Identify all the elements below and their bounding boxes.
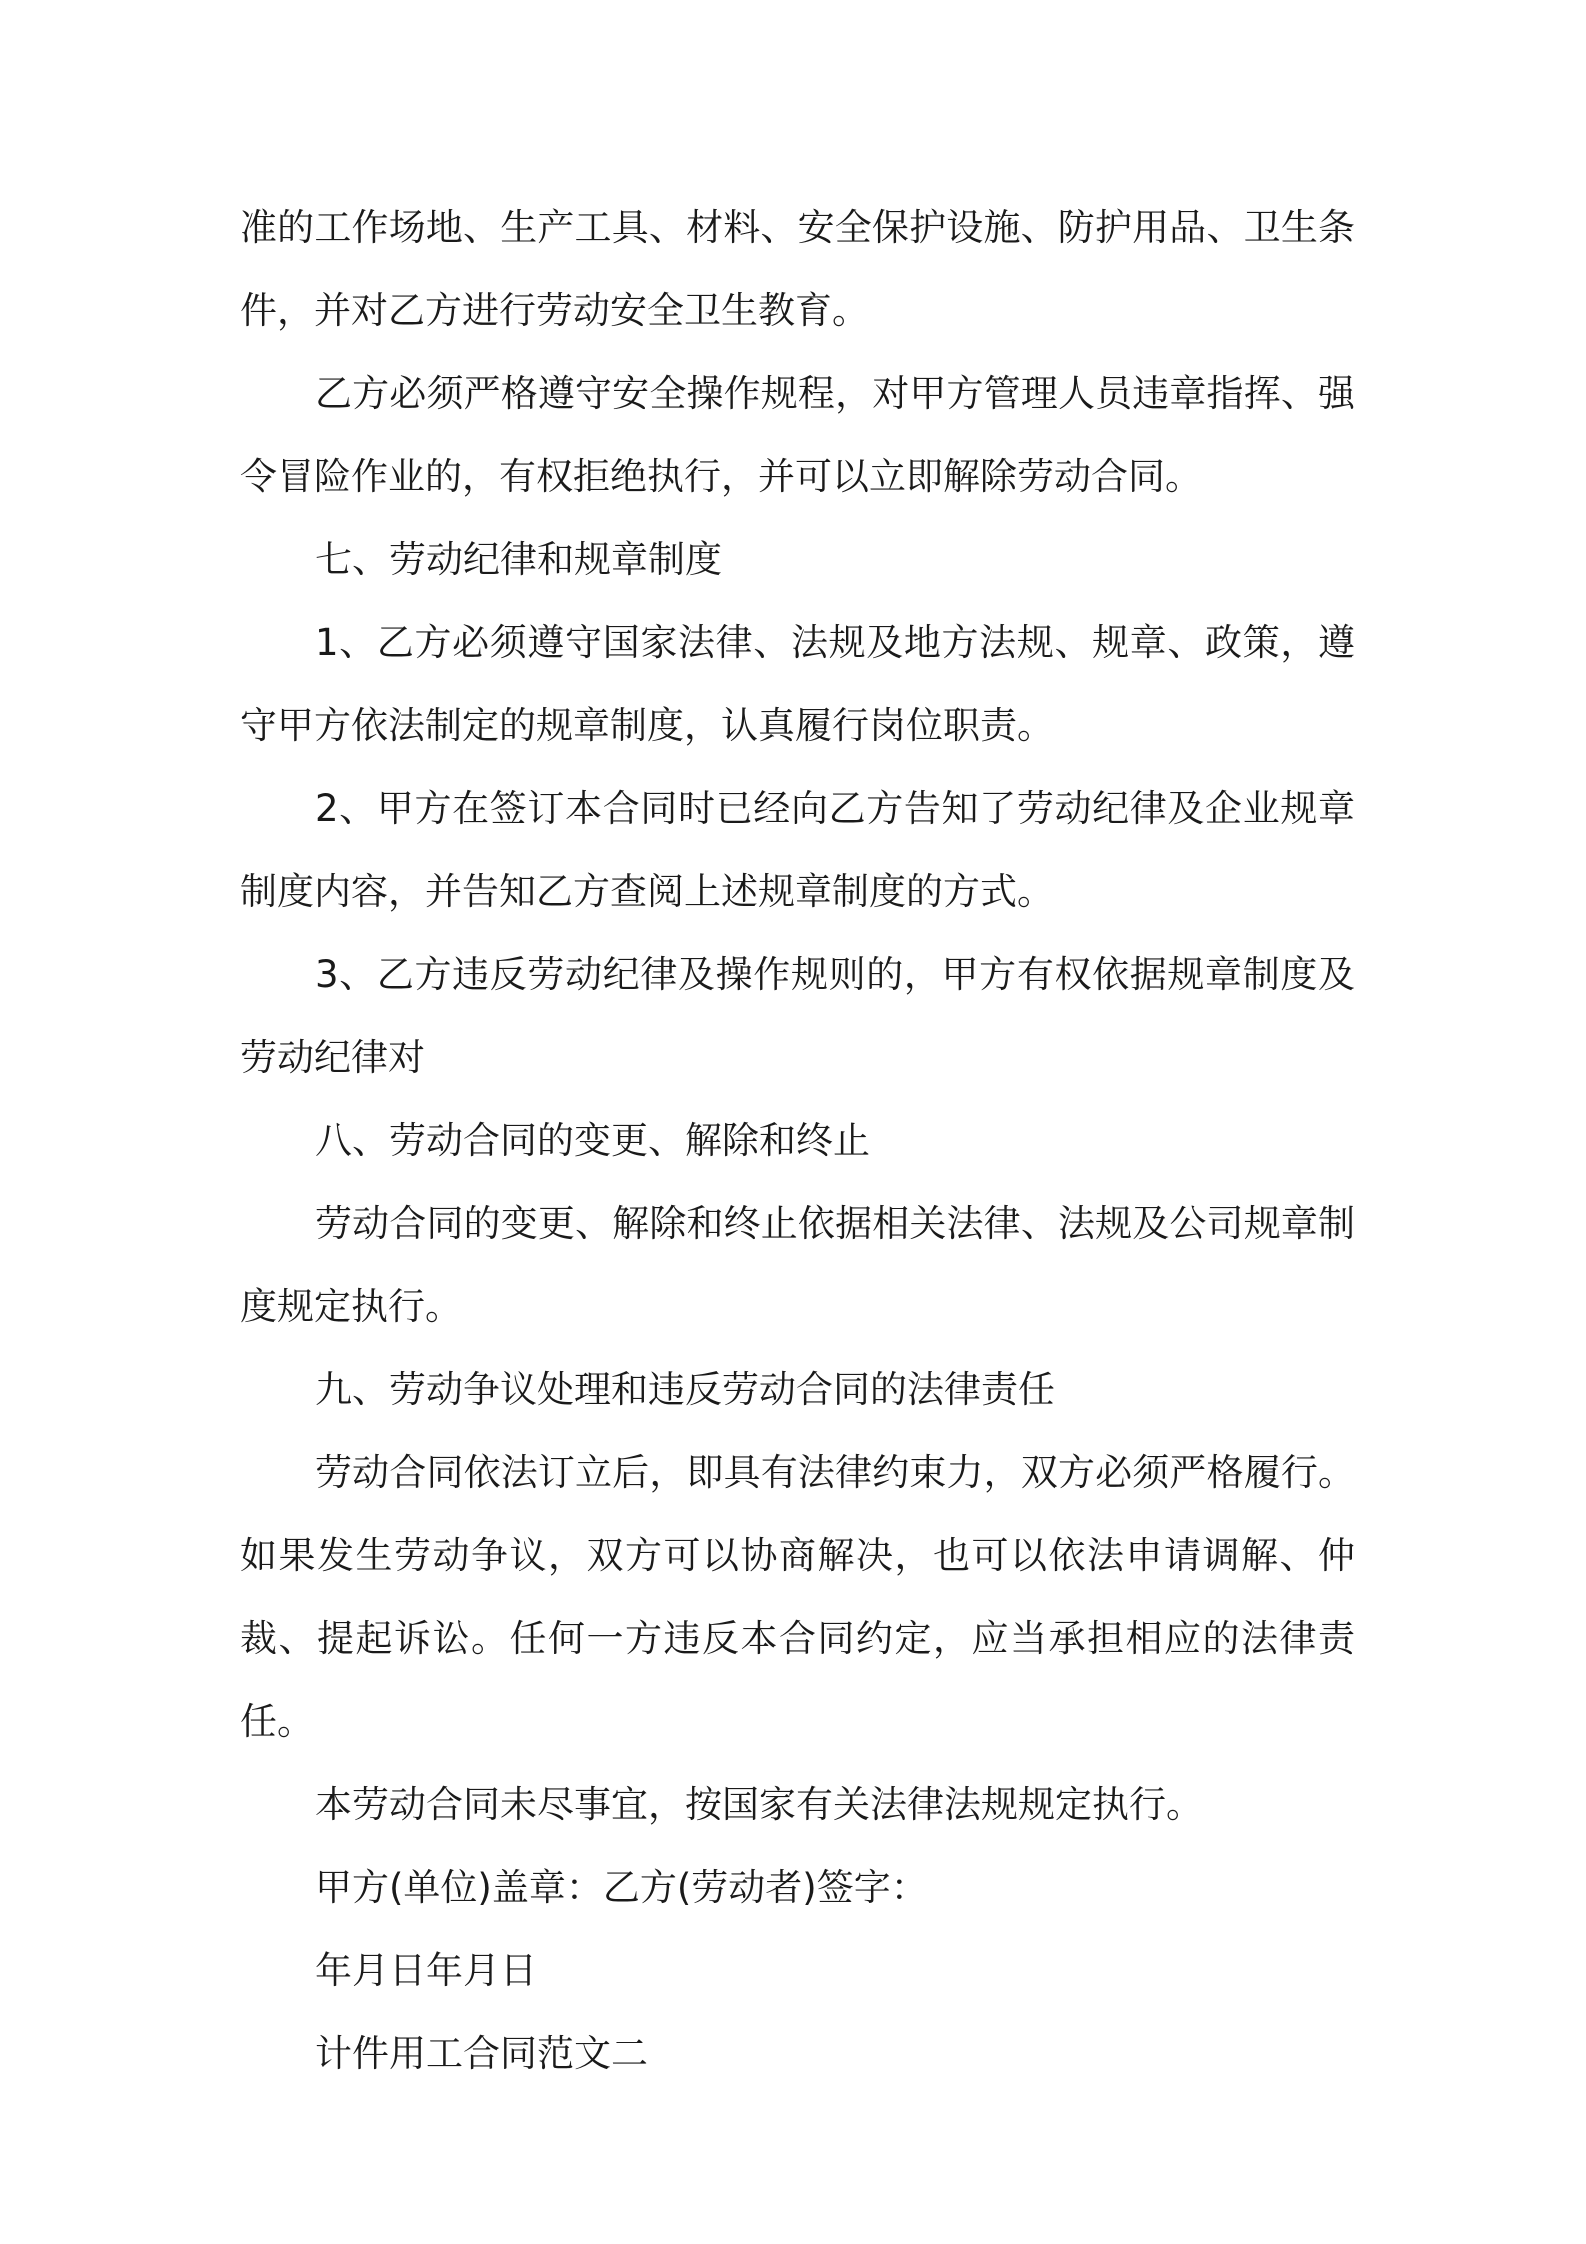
date-line: 年月日年月日 — [315, 1949, 537, 1992]
paragraph-dispute: 劳动合同依法订立后，即具有法律约束力，双方必须严格履行。如果发生劳动争议，双方可以协商解决，也可以依法申请调解、仲裁、提起诉讼。任何一方违反本合同约定，应当承担相应的法律责任。 — [240, 1451, 1355, 1743]
paragraph-supplement: 本劳动合同未尽事宜，按国家有关法律法规规定执行。 — [315, 1783, 1203, 1826]
document-body — [240, 186, 1355, 2095]
next-document-title: 计件用工合同范文二 — [315, 2032, 648, 2075]
section-heading-7: 七、劳动纪律和规章制度 — [315, 538, 722, 581]
paragraph-contract-change: 劳动合同的变更、解除和终止依据相关法律、法规及公司规章制度规定执行。 — [240, 1202, 1355, 1328]
paragraph-safety-rules: 乙方必须严格遵守安全操作规程，对甲方管理人员违章指挥、强令冒险作业的，有权拒绝执行，并可以立即解除劳动合同。 — [240, 372, 1355, 498]
section-heading-9: 九、劳动争议处理和违反劳动合同的法律责任 — [315, 1368, 1055, 1411]
section-heading-8: 八、劳动合同的变更、解除和终止 — [315, 1119, 870, 1162]
clause-7-1: 1、乙方必须遵守国家法律、法规及地方法规、规章、政策，遵守甲方依法制定的规章制度，认真履行岗位职责。 — [240, 621, 1355, 747]
paragraph-continued: 准的工作场地、生产工具、材料、安全保护设施、防护用品、卫生条件，并对乙方进行劳动安全卫生教育。 — [240, 206, 1355, 332]
signature-line: 甲方(单位)盖章：乙方(劳动者)签字： — [315, 1866, 928, 1909]
clause-7-2: 2、甲方在签订本合同时已经向乙方告知了劳动纪律及企业规章制度内容，并告知乙方查阅上述规章制度的方式。 — [240, 787, 1355, 913]
clause-7-3: 3、乙方违反劳动纪律及操作规则的，甲方有权依据规章制度及劳动纪律对 — [240, 953, 1355, 1079]
